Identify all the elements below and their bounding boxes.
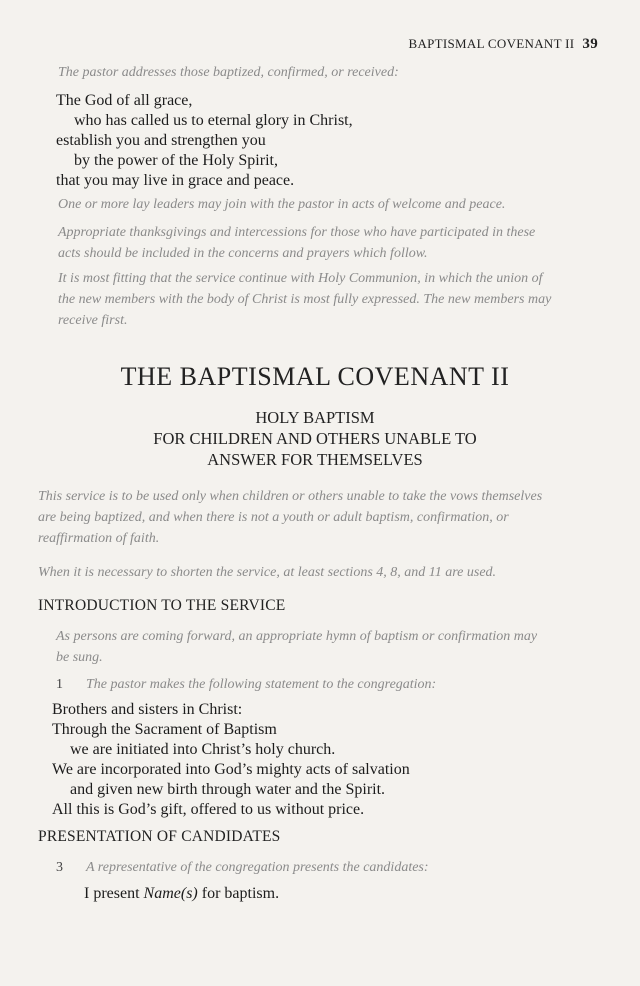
blessing-line: establish you and strengthen you (56, 132, 266, 149)
statement-line: We are incorporated into God’s mighty acts of salvation (52, 761, 410, 778)
rubric-line: be sung. (56, 650, 103, 665)
rubric-line: reaffirmation of faith. (38, 531, 160, 546)
rubric-line: It is most fitting that the service continue with Holy Communion, in which the union of (58, 271, 543, 286)
section-rubric: A representative of the congregation presents the candidates: (86, 860, 429, 875)
statement-line: All this is God’s gift, offered to us without price. (52, 801, 365, 818)
rubric-shorten: When it is necessary to shorten the service, at least sections 4, 8, and 11 are used. (38, 565, 497, 580)
rubric-lay-leaders: One or more lay leaders may join with the pastor in acts of welcome and peace. (58, 197, 506, 212)
rubric-thanksgivings (58, 222, 535, 264)
present-line (84, 884, 279, 904)
presentation-heading: PRESENTATION OF CANDIDATES (38, 828, 281, 845)
statement-line: Brothers and sisters in Christ: (52, 701, 243, 718)
running-head-title: BAPTISMAL COVENANT II (408, 36, 575, 51)
page-number: 39 (582, 36, 598, 52)
present-prefix: I present (84, 885, 144, 902)
subtitle-line: ANSWER FOR THEMSELVES (207, 450, 423, 469)
rubric-line: This service is to be used only when children or others unable to take the vows themselves (38, 489, 543, 504)
rubric-line: As persons are coming forward, an appropriate hymn of baptism or confirmation may (56, 629, 538, 644)
section-3 (56, 857, 429, 878)
rubric-communion (58, 268, 551, 331)
subtitle-line: FOR CHILDREN AND OTHERS UNABLE TO (153, 429, 477, 448)
rubric-line: receive first. (58, 313, 128, 328)
subtitle-line: HOLY BAPTISM (255, 408, 375, 427)
statement-line: Through the Sacrament of Baptism (52, 721, 277, 738)
service-title: THE BAPTISMAL COVENANT II (120, 362, 510, 391)
rubric-hymn (56, 626, 537, 668)
present-suffix: for baptism. (197, 885, 280, 902)
blessing-line: The God of all grace, (56, 92, 193, 109)
blessing-text (56, 91, 353, 191)
blessing-line: by the power of the Holy Spirit, (74, 152, 278, 169)
section-rubric: The pastor makes the following statement to the congregation: (86, 677, 437, 692)
introduction-heading: INTRODUCTION TO THE SERVICE (38, 597, 286, 614)
blessing-line: that you may live in grace and peace. (56, 172, 295, 189)
section-number: 1 (56, 677, 63, 692)
service-subtitle (0, 407, 630, 470)
rubric-line: are being baptized, and when there is not a youth or adult baptism, confirmation, or (38, 510, 509, 525)
rubric-usage (38, 486, 542, 549)
statement-line: and given new birth through water and the Spirit. (70, 781, 386, 798)
blessing-line: who has called us to eternal glory in Christ, (74, 112, 353, 129)
statement-text (52, 700, 410, 820)
rubric-line: Appropriate thanksgivings and intercessions for those who have participated in these (58, 225, 536, 240)
statement-line: we are initiated into Christ’s holy church. (70, 741, 336, 758)
running-head (408, 36, 598, 53)
section-1 (56, 674, 436, 695)
present-name-placeholder: Name(s) (143, 885, 198, 902)
section-number: 3 (56, 860, 63, 875)
rubric-addresses: The pastor addresses those baptized, confirmed, or received: (58, 65, 399, 80)
rubric-line: the new members with the body of Christ is most fully expressed. The new members may (58, 292, 552, 307)
rubric-line: acts should be included in the concerns and prayers which follow. (58, 246, 428, 261)
